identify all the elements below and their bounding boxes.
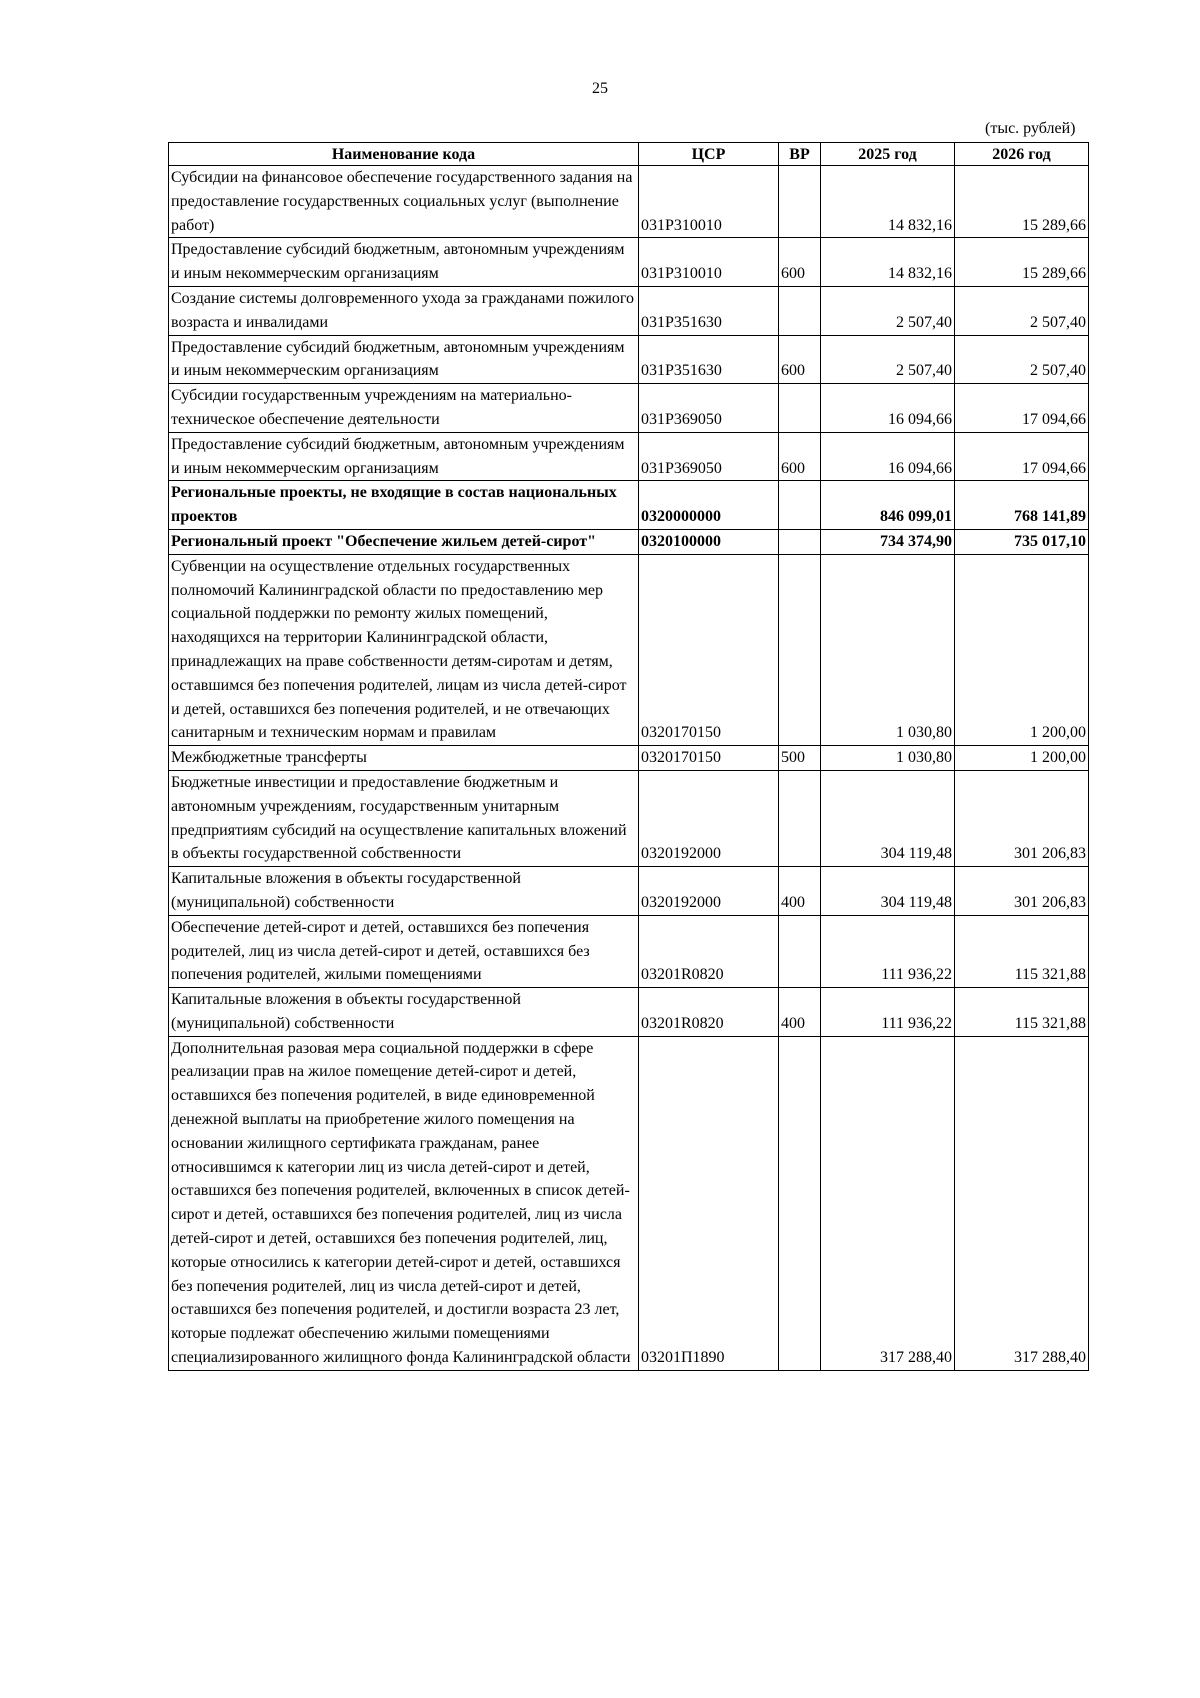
- cell-name: Субсидии государственным учреждениям на материально-техническое обеспечение деятельности: [169, 384, 639, 433]
- cell-2025: 2 507,40: [821, 335, 955, 384]
- header-2025: 2025 год: [821, 143, 955, 166]
- cell-2025: 111 936,22: [821, 915, 955, 987]
- cell-vr: 600: [779, 335, 821, 384]
- cell-2025: 304 119,48: [821, 770, 955, 866]
- cell-2025: 16 094,66: [821, 384, 955, 433]
- header-name: Наименование кода: [169, 143, 639, 166]
- table-row: [169, 988, 1089, 1037]
- cell-vr: [779, 1036, 821, 1370]
- cell-2025: 111 936,22: [821, 988, 955, 1037]
- cell-csr: 0320192000: [639, 867, 779, 916]
- cell-vr: 600: [779, 238, 821, 287]
- cell-csr: 0320192000: [639, 770, 779, 866]
- cell-csr: 031Р310010: [639, 166, 779, 238]
- cell-vr: [779, 770, 821, 866]
- cell-csr: 031Р369050: [639, 432, 779, 481]
- cell-csr: 031Р310010: [639, 238, 779, 287]
- cell-vr: [779, 915, 821, 987]
- cell-2026: 301 206,83: [955, 867, 1089, 916]
- table-body: [169, 166, 1089, 1371]
- cell-2025: 1 030,80: [821, 554, 955, 745]
- cell-2025: 846 099,01: [821, 481, 955, 530]
- cell-name: Предоставление субсидий бюджетным, автономным учреждениям и иным некоммерческим организациям: [169, 335, 639, 384]
- cell-2026: 115 321,88: [955, 915, 1089, 987]
- cell-2026: 317 288,40: [955, 1036, 1089, 1370]
- cell-name: Предоставление субсидий бюджетным, автономным учреждениям и иным некоммерческим организациям: [169, 238, 639, 287]
- cell-name: Региональный проект "Обеспечение жильем детей-сирот": [169, 529, 639, 554]
- table-row: [169, 335, 1089, 384]
- cell-2026: 17 094,66: [955, 432, 1089, 481]
- cell-name: Предоставление субсидий бюджетным, автономным учреждениям и иным некоммерческим организациям: [169, 432, 639, 481]
- cell-csr: 03201П1890: [639, 1036, 779, 1370]
- table-row: [169, 915, 1089, 987]
- table-row: [169, 384, 1089, 433]
- cell-csr: 031Р369050: [639, 384, 779, 433]
- cell-csr: 0320170150: [639, 746, 779, 771]
- table-header-row: [169, 143, 1089, 166]
- cell-csr: 0320170150: [639, 554, 779, 745]
- cell-2026: 768 141,89: [955, 481, 1089, 530]
- cell-2026: 15 289,66: [955, 238, 1089, 287]
- budget-table: [168, 142, 1089, 1371]
- cell-2026: 1 200,00: [955, 554, 1089, 745]
- cell-vr: 400: [779, 988, 821, 1037]
- cell-2025: 304 119,48: [821, 867, 955, 916]
- cell-name: Капитальные вложения в объекты государственной (муниципальной) собственности: [169, 988, 639, 1037]
- cell-2025: 734 374,90: [821, 529, 955, 554]
- table-row: [169, 286, 1089, 335]
- cell-vr: 600: [779, 432, 821, 481]
- cell-2026: 735 017,10: [955, 529, 1089, 554]
- cell-2026: 1 200,00: [955, 746, 1089, 771]
- cell-csr: 03201R0820: [639, 915, 779, 987]
- header-vr: ВР: [779, 143, 821, 166]
- cell-vr: [779, 554, 821, 745]
- cell-2025: 1 030,80: [821, 746, 955, 771]
- table-row: [169, 238, 1089, 287]
- cell-2025: 2 507,40: [821, 286, 955, 335]
- cell-vr: [779, 529, 821, 554]
- cell-csr: 0320000000: [639, 481, 779, 530]
- cell-2026: 115 321,88: [955, 988, 1089, 1037]
- table-row: [169, 529, 1089, 554]
- cell-2025: 317 288,40: [821, 1036, 955, 1370]
- cell-2026: 15 289,66: [955, 166, 1089, 238]
- cell-csr: 0320100000: [639, 529, 779, 554]
- cell-2026: 17 094,66: [955, 384, 1089, 433]
- cell-vr: [779, 384, 821, 433]
- table-row: [169, 746, 1089, 771]
- cell-2026: 2 507,40: [955, 335, 1089, 384]
- cell-csr: 031Р351630: [639, 335, 779, 384]
- cell-2026: 301 206,83: [955, 770, 1089, 866]
- units-label: (тыс. рублей): [985, 120, 1076, 137]
- cell-name: Субсидии на финансовое обеспечение государственного задания на предоставление государственных социальных услуг (выполнение работ): [169, 166, 639, 238]
- table-row: [169, 1036, 1089, 1370]
- cell-vr: 400: [779, 867, 821, 916]
- table-row: [169, 481, 1089, 530]
- cell-2025: 14 832,16: [821, 166, 955, 238]
- table-row: [169, 770, 1089, 866]
- page-number: 25: [592, 80, 608, 97]
- table-row: [169, 432, 1089, 481]
- cell-name: Бюджетные инвестиции и предоставление бюджетным и автономным учреждениям, государственным унитарным предприятиям субсидий на осуществление капитальных вложений в объекты государственной собственности: [169, 770, 639, 866]
- table-row: [169, 867, 1089, 916]
- cell-name: Межбюджетные трансферты: [169, 746, 639, 771]
- cell-name: Дополнительная разовая мера социальной поддержки в сфере реализации прав на жилое помещение детей-сирот и детей, оставшихся без попечения родителей, в виде единовременной денежной выплаты на приобретение жилого помещения на основании жилищного сертификата гражданам, ранее относившимся к категории лиц из числа детей-сирот и детей, оставшихся без попечения родителей, включенных в список детей-сирот и детей, оставшихся без попечения родителей, лиц из числа детей-сирот и детей, оставшихся без попечения родителей, лиц, которые относились к категории детей-сирот и детей, оставшихся без попечения родителей, лиц из числа детей-сирот и детей, оставшихся без попечения родителей, и достигли возраста 23 лет, которые подлежат обеспечению жилыми помещениями специализированного жилищного фонда Калининградской области: [169, 1036, 639, 1370]
- cell-2025: 14 832,16: [821, 238, 955, 287]
- cell-vr: [779, 481, 821, 530]
- cell-csr: 031Р351630: [639, 286, 779, 335]
- cell-name: Обеспечение детей-сирот и детей, оставшихся без попечения родителей, лиц из числа детей-сирот и детей, оставшихся без попечения родителей, жилыми помещениями: [169, 915, 639, 987]
- cell-vr: [779, 286, 821, 335]
- header-csr: ЦСР: [639, 143, 779, 166]
- cell-name: Создание системы долговременного ухода за гражданами пожилого возраста и инвалидами: [169, 286, 639, 335]
- cell-name: Субвенции на осуществление отдельных государственных полномочий Калининградской области по предоставлению мер социальной поддержки по ремонту жилых помещений, находящихся на территории Калининградской области, принадлежащих на праве собственности детям-сиротам и детям, оставшимся без попечения родителей, лицам из числа детей-сирот и детей, оставшихся без попечения родителей, и не отвечающих санитарным и техническим нормам и правилам: [169, 554, 639, 745]
- table-row: [169, 166, 1089, 238]
- table-row: [169, 554, 1089, 745]
- cell-csr: 03201R0820: [639, 988, 779, 1037]
- cell-vr: 500: [779, 746, 821, 771]
- cell-vr: [779, 166, 821, 238]
- header-2026: 2026 год: [955, 143, 1089, 166]
- cell-name: Капитальные вложения в объекты государственной (муниципальной) собственности: [169, 867, 639, 916]
- cell-name: Региональные проекты, не входящие в состав национальных проектов: [169, 481, 639, 530]
- cell-2025: 16 094,66: [821, 432, 955, 481]
- cell-2026: 2 507,40: [955, 286, 1089, 335]
